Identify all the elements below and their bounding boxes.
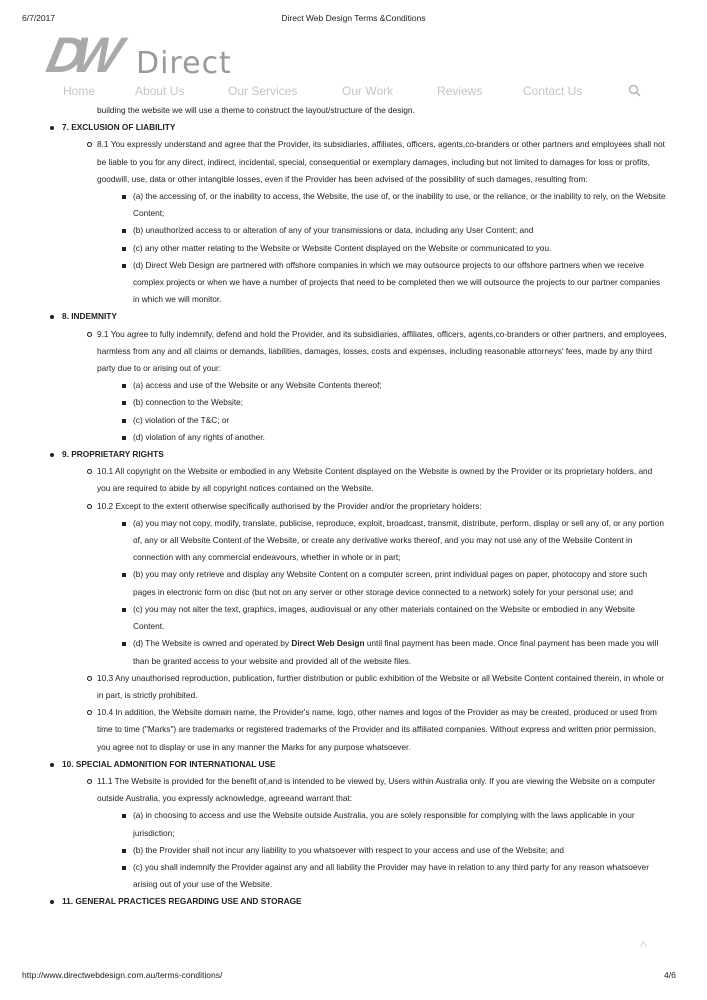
sub-item-text: (d) violation of any rights of another. <box>133 429 668 446</box>
print-date: 6/7/2017 <box>22 13 56 23</box>
clause <box>62 326 667 446</box>
nav-about-us[interactable]: About Us <box>135 84 185 98</box>
sub-item <box>97 842 668 859</box>
clause <box>62 704 667 756</box>
sub-item-text <box>133 635 668 669</box>
terms-content <box>0 102 707 911</box>
clause <box>62 670 667 704</box>
company-name: Direct Web Design <box>291 638 365 649</box>
sub-item-text: (b) unauthorized access to or alteration of any of your transmissions or data, including any User Content; and <box>133 222 668 239</box>
clause-text: 10.3 Any unauthorised reproduction, publication, further distribution or public exhibition of the Website or all Website Content contained therein, in whole or in part, is strictly prohibited. <box>97 670 667 704</box>
sub-item <box>97 601 668 635</box>
sub-item <box>97 394 668 411</box>
sub-item <box>97 412 668 429</box>
sub-item-text: (c) any other matter relating to the Website or Website Content displayed on the Website or communicated to you. <box>133 240 668 257</box>
logo-text: Direct <box>136 46 232 81</box>
sub-item <box>97 188 668 222</box>
nav-bar <box>0 84 707 99</box>
nav-contact-us[interactable]: Contact Us <box>523 84 583 98</box>
sub-item <box>97 515 668 567</box>
search-icon[interactable] <box>628 84 641 100</box>
section <box>0 119 707 308</box>
sub-item-text: (a) access and use of the Website or any Website Contents thereof; <box>133 377 668 394</box>
text-after: until final payment has been made. Once final payment has been made you will than be granted access to your website and provided all of the website files. <box>133 638 659 666</box>
print-title: Direct Web Design Terms &Conditions <box>281 13 426 23</box>
clause-text: 9.1 You agree to fully indemnify, defend and hold the Provider, and its subsidiaries, affiliates, officers, agents,co-branders or other partners, and employees, harmless from any and all claims or demands, liabilities, damages, losses, costs and expenses, including reasonable attorneys' fees, made by any third party due to or arising out of your: <box>97 326 667 378</box>
section <box>0 756 707 894</box>
page-number: 4/6 <box>664 970 676 980</box>
nav-our-services[interactable]: Our Services <box>228 84 298 98</box>
clause-text: 10.4 In addition, the Website domain name, the Provider's name, logo, other names and logos of the Provider as may be created, produced or used from time to time ("Marks") are trademarks or registered trademarks of the Provider and its affiliated companies. Without express and written prior permission, you agree not to display or use in any manner the Marks for any purpose whatsoever. <box>97 704 667 756</box>
print-url: http://www.directwebdesign.com.au/terms-conditions/ <box>22 970 223 980</box>
sub-item <box>97 257 668 309</box>
sub-item-text: (b) you may only retrieve and display any Website Content on a computer screen, print individual pages on paper, photocopy and store such pages in electronic form on disc (but not on any server or other storage device connected to a network) solely for your personal use; and <box>133 566 668 600</box>
nav-our-work[interactable]: Our Work <box>342 84 394 98</box>
section-heading: 7. EXCLUSION OF LIABILITY <box>62 119 707 136</box>
clause <box>62 498 667 670</box>
sub-item-text: (c) violation of the T&C; or <box>133 412 668 429</box>
sub-item-text: (a) the accessing of, or the inability to access, the Website, the use of, or the inability to use, or the reliance, or the inability to rely, on the Website Content; <box>133 188 668 222</box>
clause-text: 11.1 The Website is provided for the benefit of,and is intended to be viewed by, Users within Australia only. If you are viewing the Website on a computer outside Australia, you expressly acknowledge, agreeand warrant that: <box>97 773 667 807</box>
sub-item-text: (d) Direct Web Design are partnered with offshore companies in which we may outsource projects to our offshore partners when we receive complex projects or when we have a number of projects that need to be completed then we will outsource the projects to our partner companies in which we will monitor. <box>133 257 668 309</box>
section <box>0 446 707 756</box>
clause-text: 8.1 You expressly understand and agree that the Provider, its subsidiaries, affiliates, officers, agents,co-branders or other partners and employees shall not be liable to you for any direct, indirect, incidental, special, consequential or exemplary damages, including but not limited to damages for loss or profits, goodwill, use, data or other intangible losses, even if the Provider has been advised of the possibility of such damages, resulting from: <box>97 136 667 188</box>
sub-item-text: (c) you shall indemnify the Provider against any and all liability the Provider may have in relation to any third party for any reason whatsoever arising out of your use of the Website. <box>133 859 668 893</box>
text-before: (d) The Website is owned and operated by <box>133 638 292 649</box>
section <box>0 308 707 446</box>
clause <box>62 463 667 497</box>
nav-home[interactable]: Home <box>63 84 96 98</box>
clause <box>62 136 667 308</box>
sub-item-text: (c) you may not alter the text, graphics, images, audiovisual or any other materials contained on the Website or embodied in any Website Content. <box>133 601 668 635</box>
sub-item-text: (a) you may not copy, modify, translate, publicise, reproduce, exploit, broadcast, transmit, distribute, perform, display or sell any of, or any portion of, any or all Website Content of the Website, or create any derivative works thereof, and you may not use any of the Website Content in connection with any commercial endeavours, whether in whole or in part; <box>133 515 668 567</box>
scroll-to-top-icon[interactable]: ^ <box>640 938 647 954</box>
section-heading: 8. INDEMNITY <box>62 308 707 325</box>
sub-item-text: (b) the Provider shall not incur any liability to you whatsoever with respect to your access and use of the Website; and <box>133 842 668 859</box>
nav-reviews[interactable]: Reviews <box>437 84 483 98</box>
sub-item <box>97 635 668 669</box>
sub-item <box>97 222 668 239</box>
clause-text: 10.1 All copyright on the Website or embodied in any Website Content displayed on the Website is owned by the Provider or its proprietary holders, and you are required to abide by all copyright notices contained on the Website. <box>97 463 667 497</box>
sub-item <box>97 240 668 257</box>
sub-item-text: (b) connection to the Website; <box>133 394 668 411</box>
section <box>0 893 707 910</box>
sub-item <box>97 377 668 394</box>
section-heading: 11. GENERAL PRACTICES REGARDING USE AND STORAGE <box>62 893 707 910</box>
continuation-text: building the website we will use a theme to construct the layout/structure of the design. <box>97 105 415 115</box>
sub-item <box>97 429 668 446</box>
sub-item <box>97 859 668 893</box>
sub-item <box>97 566 668 600</box>
sub-item-text: (a) in choosing to access and use the Website outside Australia, you are solely responsible for complying with the laws applicable in your jurisdiction; <box>133 807 668 841</box>
section-heading: 9. PROPRIETARY RIGHTS <box>62 446 707 463</box>
logo[interactable] <box>42 27 248 83</box>
sub-item <box>97 807 668 841</box>
section-heading: 10. SPECIAL ADMONITION FOR INTERNATIONAL USE <box>62 756 707 773</box>
clause-text: 10.2 Except to the extent otherwise specifically authorised by the Provider and/or the proprietary holders: <box>97 498 667 515</box>
logo-mark: DW <box>42 27 118 83</box>
clause <box>62 773 667 893</box>
